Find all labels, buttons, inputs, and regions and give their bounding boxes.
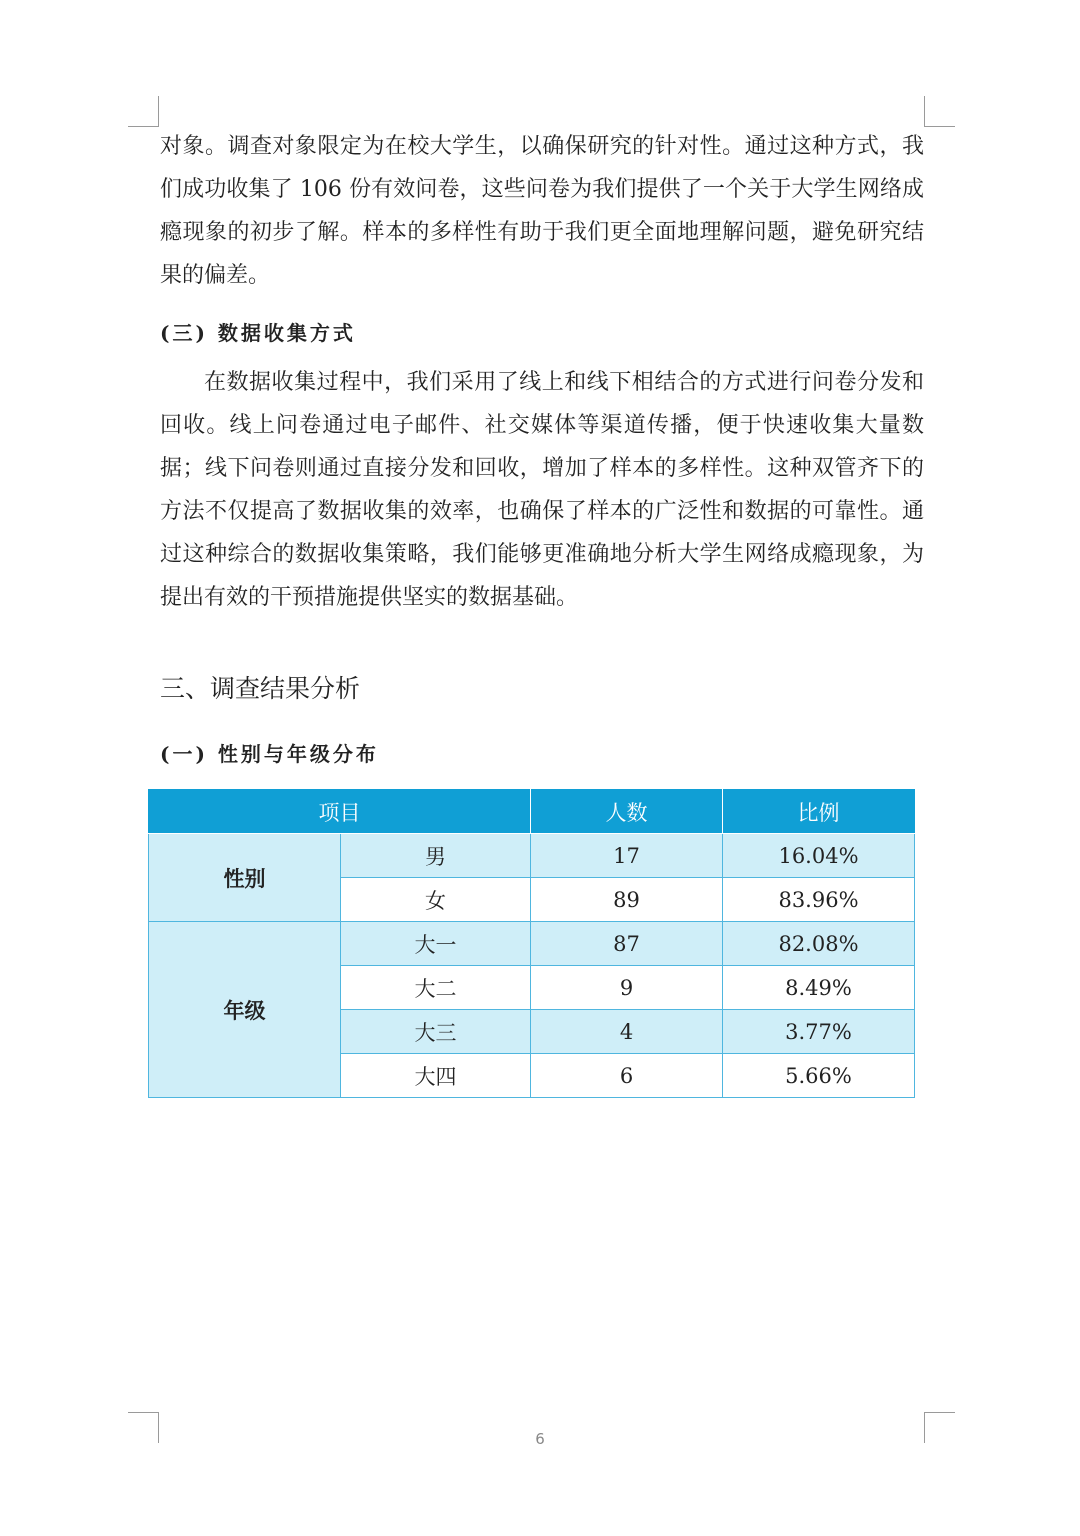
cell-count: 89 <box>531 878 723 922</box>
cell-ratio: 82.08% <box>723 922 915 966</box>
table-row <box>149 834 915 878</box>
distribution-table <box>148 789 915 1098</box>
paragraph-sample: 对象。调查对象限定为在校大学生，以确保研究的针对性。通过这种方式，我们成功收集了 106 份有效问卷，这些问卷为我们提供了一个关于大学生网络成瘾现象的初步了解。样本的多样性有助于我们更全面地理解问题，避免研究结果的偏差。 <box>160 134 924 288</box>
cell-category: 大四 <box>341 1054 531 1098</box>
subheading-data-collection: (三) 数据收集方式 <box>160 321 356 345</box>
group-label-gender: 性别 <box>149 834 341 922</box>
table-header-row <box>149 790 915 834</box>
cell-ratio: 8.49% <box>723 966 915 1010</box>
cell-count: 4 <box>531 1010 723 1054</box>
cell-ratio: 83.96% <box>723 878 915 922</box>
cell-ratio: 16.04% <box>723 834 915 878</box>
cell-category: 大二 <box>341 966 531 1010</box>
cell-count: 87 <box>531 922 723 966</box>
crop-mark-top-left <box>128 96 159 127</box>
section-heading-results: 三、调查结果分析 <box>160 674 361 703</box>
paragraph-data-collection: 在数据收集过程中，我们采用了线上和线下相结合的方式进行问卷分发和回收。线上问卷通过电子邮件、社交媒体等渠道传播，便于快速收集大量数据；线下问卷则通过直接分发和回收，增加了样本的多样性。这种双管齐下的方法不仅提高了数据收集的效率，也确保了样本的广泛性和数据的可靠性。通过这种综合的数据收集策略，我们能够更准确地分析大学生网络成瘾现象，为提出有效的干预措施提供坚实的数据基础。 <box>160 370 924 610</box>
document-body <box>160 125 924 776</box>
cell-count: 6 <box>531 1054 723 1098</box>
cell-ratio: 5.66% <box>723 1054 915 1098</box>
cell-category: 男 <box>341 834 531 878</box>
cell-category: 大一 <box>341 922 531 966</box>
group-label-grade: 年级 <box>149 922 341 1098</box>
cell-count: 9 <box>531 966 723 1010</box>
subheading-gender-grade: (一) 性别与年级分布 <box>160 742 379 766</box>
header-count: 人数 <box>531 790 723 834</box>
table-row <box>149 922 915 966</box>
header-ratio: 比例 <box>723 790 915 834</box>
page-number: 6 <box>535 1430 545 1448</box>
cell-ratio: 3.77% <box>723 1010 915 1054</box>
cell-count: 17 <box>531 834 723 878</box>
header-item: 项目 <box>149 790 531 834</box>
cell-category: 大三 <box>341 1010 531 1054</box>
cell-category: 女 <box>341 878 531 922</box>
crop-mark-top-right <box>924 96 955 127</box>
